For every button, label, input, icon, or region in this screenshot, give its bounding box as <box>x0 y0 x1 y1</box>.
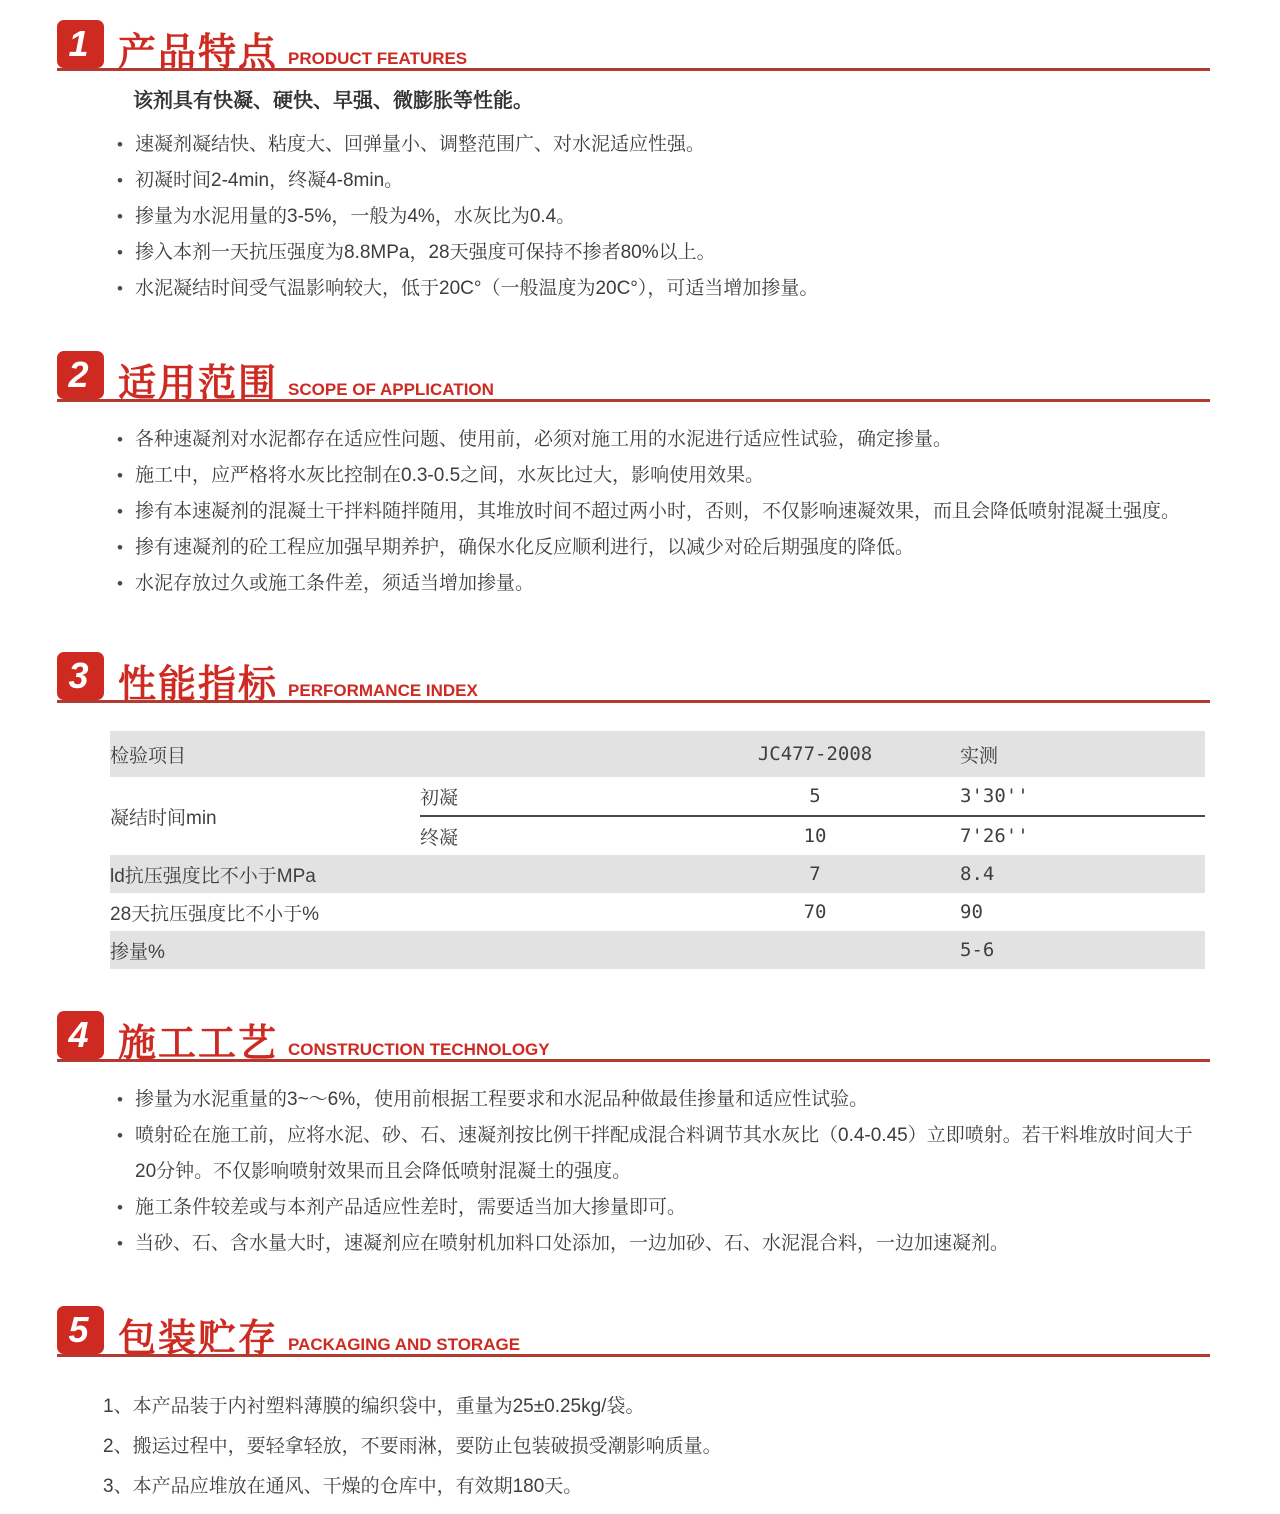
section-title: 包装贮存 <box>118 1318 279 1360</box>
table-header-item: 检验项目 <box>110 731 670 777</box>
bullet-item: • 各种速凝剂对水泥都存在适应性问题、使用前，必须对施工用的水泥进行适应性试验，确定掺量。 <box>117 422 1210 458</box>
table-cell-label: ld抗压强度比不小于MPa <box>110 855 670 893</box>
table-header-measured: 实测 <box>960 731 1205 777</box>
section-2-header <box>57 343 1210 405</box>
table-header-row <box>110 731 1205 777</box>
section-number: 2 <box>68 354 89 395</box>
table-cell-measured: 7'26'' <box>960 816 1205 855</box>
section-packaging-storage <box>57 1298 1210 1507</box>
section-number-badge <box>57 1011 104 1059</box>
numbered-item: 1、本产品装于内衬塑料薄膜的编织袋中，重量为25±0.25kg/袋。 <box>103 1396 645 1417</box>
section-subtitle: SCOPE OF APPLICATION <box>288 380 494 399</box>
intro-text: 该剂具有快凝、硬快、早强、微膨胀等性能。 <box>133 90 533 112</box>
table-cell-measured: 8.4 <box>960 855 1205 893</box>
numbered-item: 3、本产品应堆放在通风、干燥的仓库中，有效期180天。 <box>103 1476 583 1497</box>
bullet-item: • 速凝剂凝结快、粘度大、回弹量小、调整范围广、对水泥适应性强。 <box>117 127 1210 163</box>
bullet-item: • 掺入本剂一天抗压强度为8.8MPa，28天强度可保持不掺者80%以上。 <box>117 235 1210 271</box>
bullet-item: • 水泥凝结时间受气温影响较大，低于20C°（一般温度为20C°），可适当增加掺量。 <box>117 271 1210 307</box>
table-row-initial-setting <box>110 777 1205 816</box>
section-title: 适用范围 <box>118 363 279 405</box>
performance-table <box>110 731 1205 969</box>
table-cell-sublabel: 终凝 <box>420 816 670 855</box>
table-cell-standard: 7 <box>670 855 960 893</box>
table-cell-measured: 5-6 <box>960 931 1205 969</box>
section-construction-technology <box>57 1003 1210 1262</box>
section-number: 3 <box>68 655 89 696</box>
numbered-item: 2、搬运过程中，要轻拿轻放，不要雨淋，要防止包装破损受潮影响质量。 <box>103 1436 722 1457</box>
bullet-item: • 施工条件较差或与本剂产品适应性差时，需要适当加大掺量即可。 <box>117 1190 1210 1226</box>
bullet-item: • 水泥存放过久或施工条件差，须适当增加掺量。 <box>117 566 1210 602</box>
section-number-badge <box>57 351 104 399</box>
bullet-item: • 初凝时间2-4min，终凝4-8min。 <box>117 163 1210 199</box>
storage-numbered-list <box>103 1387 1210 1507</box>
table-cell-standard: 70 <box>803 901 827 923</box>
section-subtitle: PERFORMANCE INDEX <box>288 681 478 700</box>
table-cell-measured: 3'30'' <box>960 785 1029 807</box>
bullet-item: • 喷射砼在施工前，应将水泥、砂、石、速凝剂按比例干拌配成混合料调节其水灰比（0.4-0.45）立即喷射。若干料堆放时间大于20分钟。不仅影响喷射效果而且会降低喷射混凝土的强度。 <box>117 1118 1210 1190</box>
table-cell-label: 28天抗压强度比不小于% <box>110 903 320 925</box>
setting-time-label: 凝结时间min <box>110 807 217 829</box>
section-1-header <box>57 12 1210 74</box>
section-subtitle: PACKAGING AND STORAGE <box>288 1335 521 1354</box>
table-cell-standard <box>670 931 960 969</box>
table-cell-standard: 10 <box>670 816 960 855</box>
section-number-badge <box>57 1306 104 1354</box>
scope-bullet-list <box>117 422 1210 602</box>
table-row-1d-strength <box>110 855 1205 893</box>
table-cell-standard: 5 <box>809 785 821 807</box>
table-cell-label: 掺量% <box>110 931 670 969</box>
section-product-features <box>57 12 1210 307</box>
table-header-standard: JC477-2008 <box>670 731 960 777</box>
table-row-28d-strength <box>110 893 1205 931</box>
section-subtitle: PRODUCT FEATURES <box>288 49 468 68</box>
feature-bullet-list <box>117 127 1210 307</box>
section-title: 施工工艺 <box>118 1023 279 1065</box>
bullet-item: • 掺量为水泥用量的3-5%，一般为4%，水灰比为0.4。 <box>117 199 1210 235</box>
bullet-item: • 施工中，应严格将水灰比控制在0.3-0.5之间，水灰比过大，影响使用效果。 <box>117 458 1210 494</box>
section-3-header <box>57 644 1210 706</box>
section-number-badge <box>57 652 104 700</box>
section-number: 5 <box>68 1309 89 1350</box>
section-5-header <box>57 1298 1210 1360</box>
section-4-header <box>57 1003 1210 1065</box>
table-cell-sublabel: 初凝 <box>420 787 459 809</box>
bullet-item: • 掺有本速凝剂的混凝土干拌料随拌随用，其堆放时间不超过两小时，否则，不仅影响速凝效果，而且会降低喷射混凝土强度。 <box>117 494 1210 530</box>
section-subtitle: CONSTRUCTION TECHNOLOGY <box>288 1040 550 1059</box>
section-number: 1 <box>68 23 89 64</box>
bullet-item: • 掺有速凝剂的砼工程应加强早期养护，确保水化反应顺利进行，以减少对砼后期强度的降低。 <box>117 530 1210 566</box>
section-number: 4 <box>68 1014 89 1055</box>
bullet-item: • 当砂、石、含水量大时，速凝剂应在喷射机加料口处添加，一边加砂、石、水泥混合料，一边加速凝剂。 <box>117 1226 1210 1262</box>
section-performance-index <box>57 644 1210 969</box>
construction-bullet-list <box>117 1082 1210 1262</box>
table-row-dosage <box>110 931 1205 969</box>
section-number-badge <box>57 20 104 68</box>
section-title: 产品特点 <box>118 32 279 74</box>
table-cell-measured: 90 <box>960 901 983 923</box>
bullet-item: • 掺量为水泥重量的3~～6%，使用前根据工程要求和水泥品种做最佳掺量和适应性试验。 <box>117 1082 1210 1118</box>
section-title: 性能指标 <box>118 664 279 706</box>
section-scope-of-application <box>57 343 1210 602</box>
